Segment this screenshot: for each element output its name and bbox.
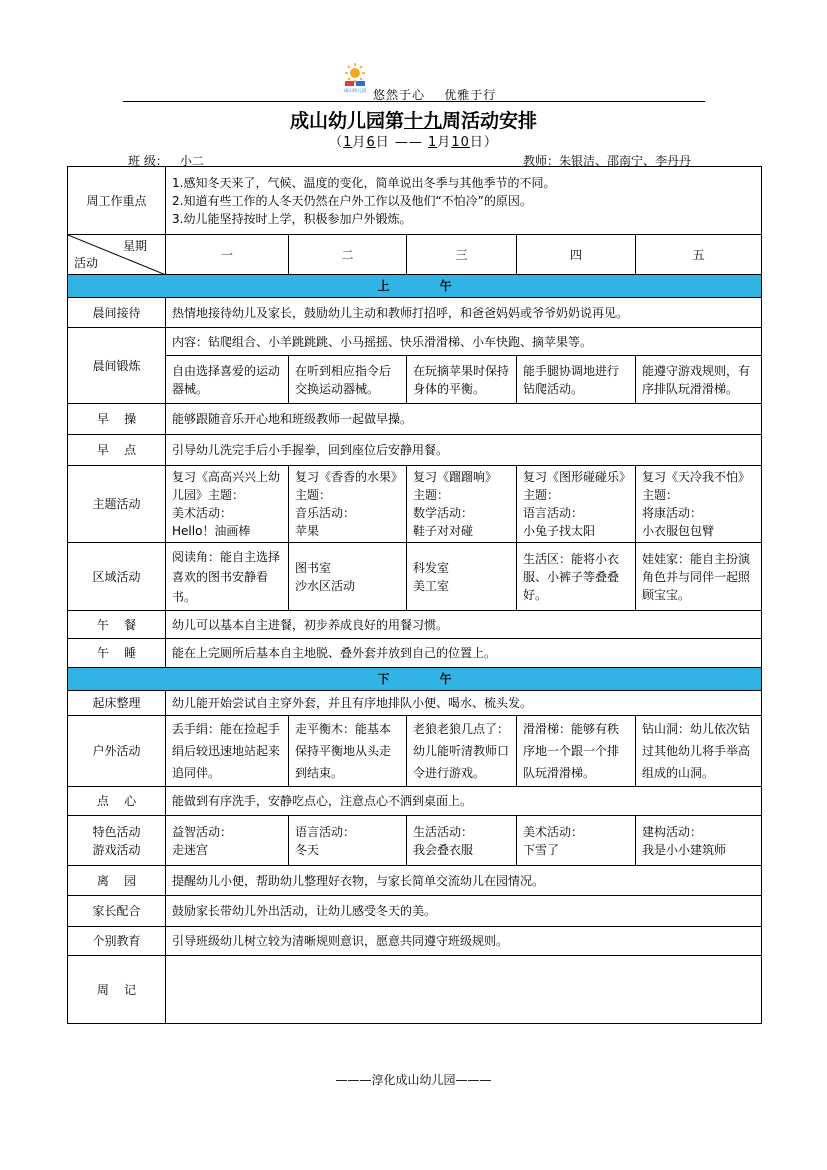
reception-row <box>68 298 762 328</box>
title-prefix: 成山幼儿园第 <box>289 110 404 132</box>
morning-band: 上 午 <box>68 275 762 298</box>
theme-line: 复习《高高兴兴上幼儿园》主题： <box>172 470 281 502</box>
theme-line: 小衣服包包臂 <box>642 524 715 538</box>
outdoor-day-cell: 走平衡木：能基本保持平衡地从头走到结束。 <box>289 716 407 787</box>
individual-row <box>68 927 762 956</box>
theme-line: 复习《天冷我不怕》 <box>642 470 751 484</box>
theme-line: 复习《蹓蹓响》 <box>413 470 498 484</box>
reception-text: 热情地接待幼儿及家长，鼓励幼儿主动和教师打招呼，和爸爸妈妈或爷爷奶奶说再见。 <box>166 298 762 328</box>
svg-text:成山幼儿园: 成山幼儿园 <box>343 89 367 94</box>
lunch-text: 幼儿可以基本自主进餐，初步养成良好的用餐习惯。 <box>166 611 762 639</box>
exercise-day-cell: 能手腿协调地进行钻爬活动。 <box>517 356 636 404</box>
theme-line: 主题： <box>642 488 679 502</box>
notes-row <box>68 956 762 1024</box>
morning-band-row <box>68 275 762 298</box>
special-line: 走迷宫 <box>172 842 209 857</box>
date-range <box>0 131 827 150</box>
theme-day-cell <box>407 466 517 543</box>
special-day-cell <box>289 816 407 866</box>
area-line: 图书室 <box>295 560 332 575</box>
week-number: 十九 <box>403 110 442 132</box>
nap-row <box>68 639 762 668</box>
parent-label: 家长配合 <box>68 896 166 927</box>
class-label: 班 级： <box>128 154 168 168</box>
exercise-day-cell: 自由选择喜爱的运动器械。 <box>166 356 289 404</box>
outdoor-day-cell: 滑滑梯：能够有秩序地一个跟一个排队玩滑滑梯。 <box>517 716 636 787</box>
month-char: 月 <box>352 135 367 150</box>
outdoor-day-cell: 老狼老狼几点了：幼儿能听清教师口令进行游戏。 <box>407 716 517 787</box>
notes-label: 周 记 <box>68 956 166 1024</box>
afternoon-band: 下 午 <box>68 668 762 691</box>
drill-row <box>68 404 762 435</box>
teachers: 教师：朱银洁、邵南宁、李丹丹 <box>523 154 692 168</box>
focus-item: 2.知道有些工作的人冬天仍然在户外工作以及他们“不怕冷”的原因。 <box>172 193 532 208</box>
special-day-cell <box>517 816 636 866</box>
special-line: 生活活动： <box>413 824 474 839</box>
special-row <box>68 816 762 866</box>
exercise-label: 晨间锻炼 <box>68 328 166 404</box>
area-day-cell <box>636 543 762 611</box>
exercise-content-row <box>68 328 762 356</box>
exercise-days-row <box>68 356 762 404</box>
outdoor-day-cell: 丢手绢：能在捡起手绢后较迅速地站起来追同伴。 <box>166 716 289 787</box>
notes-text <box>166 956 762 1024</box>
theme-day-cell <box>517 466 636 543</box>
special-line: 美术活动： <box>523 824 584 839</box>
end-day: 10 <box>451 135 470 150</box>
leave-text: 提醒幼儿小便，帮助幼儿整理好衣物，与家长简单交流幼儿在园情况。 <box>166 866 762 896</box>
exercise-day-cell: 能遵守游戏规则，有序排队玩滑滑梯。 <box>636 356 762 404</box>
area-line: 美工室 <box>413 578 450 593</box>
theme-line: 复习《香香的水果》 <box>295 470 404 484</box>
special-label-2: 游戏活动 <box>92 842 141 857</box>
special-label-1: 特色活动 <box>92 824 141 839</box>
corner-cell <box>68 235 166 275</box>
special-line: 我是小小建筑师 <box>642 842 727 857</box>
outdoor-row <box>68 716 762 787</box>
theme-line: 主题： <box>523 488 560 502</box>
start-day: 6 <box>366 135 376 150</box>
class-value: 小二 <box>179 154 204 168</box>
area-day-cell <box>517 543 636 611</box>
special-day-cell <box>166 816 289 866</box>
leave-label: 离 园 <box>68 866 166 896</box>
weekday-header-row <box>68 235 762 275</box>
header-divider <box>123 101 705 102</box>
theme-line: 将康活动： <box>642 506 703 520</box>
corner-top-label: 星期 <box>122 239 147 253</box>
area-line: 科发室 <box>413 560 450 575</box>
special-line: 建构活动： <box>642 824 703 839</box>
lunch-label: 午 餐 <box>68 611 166 639</box>
special-line: 下雪了 <box>523 842 560 857</box>
area-line: 沙水区活动 <box>295 578 356 593</box>
special-day-cell <box>407 816 517 866</box>
exercise-day-cell: 在玩摘苹果时保持身体的平衡。 <box>407 356 517 404</box>
lunch-row <box>68 611 762 639</box>
motto: 悠然于心 优雅于行 <box>373 88 497 102</box>
end-month: 1 <box>428 135 438 150</box>
theme-line: 小兔子找太阳 <box>523 524 596 538</box>
morning-snack-text: 引导幼儿洗完手后小手握拳，回到座位后安静用餐。 <box>166 435 762 466</box>
afternoon-snack-label: 点 心 <box>68 787 166 816</box>
leave-row <box>68 866 762 896</box>
individual-label: 个别教育 <box>68 927 166 956</box>
theme-day-cell <box>636 466 762 543</box>
weekly-focus-content <box>166 167 762 235</box>
weekly-plan-table <box>67 166 762 1024</box>
month-char-2: 月 <box>437 135 452 150</box>
day-header: 一 <box>166 235 289 275</box>
exercise-day-cell: 在听到相应指令后交换运动器械。 <box>289 356 407 404</box>
individual-text: 引导班级幼儿树立较为清晰规则意识，愿意共同遵守班级规则。 <box>166 927 762 956</box>
nap-label: 午 睡 <box>68 639 166 668</box>
afternoon-snack-text: 能做到有序洗手，安静吃点心，注意点心不洒到桌面上。 <box>166 787 762 816</box>
reception-label: 晨间接待 <box>68 298 166 328</box>
area-line: 阅读角：能自主选择喜欢的图书安静看书。 <box>172 549 281 604</box>
wakeup-label: 起床整理 <box>68 691 166 716</box>
date-close: 日） <box>469 135 498 150</box>
area-label: 区域活动 <box>68 543 166 611</box>
day-header: 三 <box>407 235 517 275</box>
special-line: 我会叠衣服 <box>413 842 474 857</box>
area-day-cell <box>289 543 407 611</box>
day-char: 日 <box>375 135 390 150</box>
area-day-cell <box>166 543 289 611</box>
exercise-content: 内容：钻爬组合、小羊跳跳跳、小马摇摇、快乐滑滑梯、小车快跑、摘苹果等。 <box>166 328 762 356</box>
weekly-focus-label: 周工作重点 <box>68 167 166 235</box>
footer: ———淳化成山幼儿园——— <box>335 1073 492 1087</box>
theme-line: 语言活动： <box>523 506 584 520</box>
theme-line: 主题： <box>295 488 332 502</box>
area-line: 娃娃家：能自主扮演角色并与同伴一起照顾宝宝。 <box>642 551 751 602</box>
wakeup-text: 幼儿能开始尝试自主穿外套，并且有序地排队小便、喝水、梳头发。 <box>166 691 762 716</box>
outdoor-day-cell: 钻山洞：幼儿依次钻过其他幼儿将手举高组成的山洞。 <box>636 716 762 787</box>
theme-day-cell <box>166 466 289 543</box>
special-line: 益智活动： <box>172 824 233 839</box>
title-suffix: 周活动安排 <box>442 110 538 132</box>
area-line: 生活区：能将小衣服、小裤子等叠叠好。 <box>523 551 620 602</box>
theme-day-cell <box>289 466 407 543</box>
range-separator: —— <box>394 135 423 150</box>
theme-label: 主题活动 <box>68 466 166 543</box>
parent-text: 鼓励家长带幼儿外出活动，让幼儿感受冬天的美。 <box>166 896 762 927</box>
day-header: 二 <box>289 235 407 275</box>
nap-text: 能在上完厕所后基本自主地脱、叠外套并放到自己的位置上。 <box>166 639 762 668</box>
date-open: （ <box>329 135 344 150</box>
drill-text: 能够跟随音乐开心地和班级教师一起做早操。 <box>166 404 762 435</box>
morning-snack-label: 早 点 <box>68 435 166 466</box>
start-month: 1 <box>343 135 353 150</box>
page-title <box>0 106 827 133</box>
snack-row <box>68 435 762 466</box>
theme-line: 鞋子对对碰 <box>413 524 474 538</box>
theme-line: 音乐活动： <box>295 506 356 520</box>
wakeup-row <box>68 691 762 716</box>
theme-line: 主题： <box>413 488 450 502</box>
special-day-cell <box>636 816 762 866</box>
afternoon-snack-row <box>68 787 762 816</box>
area-row <box>68 543 762 611</box>
theme-line: Hello！油画棒 <box>172 524 251 538</box>
day-header: 五 <box>636 235 762 275</box>
weekly-focus-row <box>68 167 762 235</box>
outdoor-label: 户外活动 <box>68 716 166 787</box>
special-line: 语言活动： <box>295 824 356 839</box>
special-line: 冬天 <box>295 842 320 857</box>
focus-item: 1.感知冬天来了，气候、温度的变化，简单说出冬季与其他季节的不同。 <box>172 175 556 190</box>
theme-line: 美术活动： <box>172 506 233 520</box>
parent-row <box>68 896 762 927</box>
theme-row <box>68 466 762 543</box>
theme-line: 复习《图形碰碰乐》 <box>523 470 632 484</box>
focus-item: 3.幼儿能坚持按时上学，积极参加户外锻炼。 <box>172 211 412 226</box>
day-header: 四 <box>517 235 636 275</box>
theme-line: 数学活动： <box>413 506 474 520</box>
theme-line: 苹果 <box>295 524 320 538</box>
kindergarten-logo <box>338 62 372 94</box>
special-label <box>68 816 166 866</box>
afternoon-band-row <box>68 668 762 691</box>
area-day-cell <box>407 543 517 611</box>
drill-label: 早 操 <box>68 404 166 435</box>
corner-bottom-label: 活动 <box>74 256 99 270</box>
